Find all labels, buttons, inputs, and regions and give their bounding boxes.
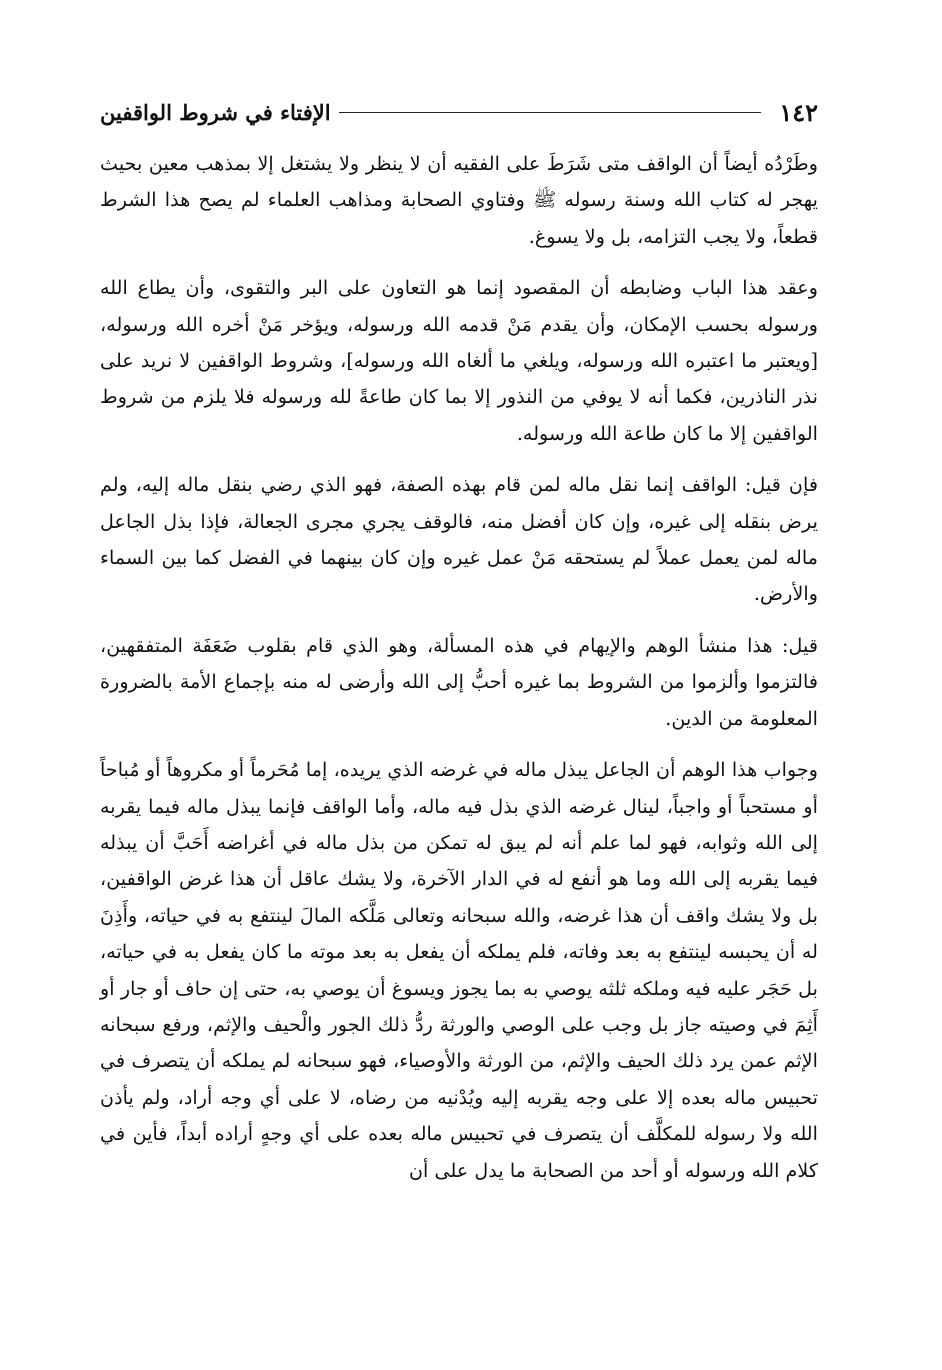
running-title: الإفتاء في شروط الواقفين — [100, 99, 331, 125]
paragraph: قيل: هذا منشأ الوهم والإيهام في هذه المسألة، وهو الذي قام بقلوب ضَعَفَة المتفقهين، فالتزموا وألزموا من الشروط بما غيره أحبُّ إلى الله وأرضى له منه بإجماع الأمة بالضرورة المعلومة من الدين. — [100, 633, 818, 730]
paragraph: وطَرْدُه أيضاً أن الواقف متى شَرَطَ على الفقيه أن لا ينظر ولا يشتغل إلا بمذهب معين بحيث يهجر له كتاب الله وسنة رسوله ﷺ وفتاوي الصحابة ومذاهب العلماء لم يصح هذا الشرط قطعاً، ولا يجب التزامه، بل ولا يسوغ. — [100, 152, 818, 248]
page-header — [100, 92, 818, 132]
page-number: ١٤٢ — [779, 97, 818, 127]
paragraph: وعقد هذا الباب وضابطه أن المقصود إنما هو التعاون على البر والتقوى، وأن يطاع الله ورسوله بحسب الإمكان، وأن يقدم مَنْ قدمه الله ورسوله، ويؤخر مَنْ أخره الله ورسوله، [ويعتبر ما اعتبره الله ورسوله، ويلغي ما ألغاه الله ورسوله]، وشروط الواقفين لا نريد على نذر الناذرين، فكما أنه لا يوفي من النذور إلا بما كان طاعةً لله ورسوله فلا يلزم من شروط الواقفين إلا ما كان طاعة الله ورسوله. — [100, 276, 818, 445]
paragraph: وجواب هذا الوهم أن الجاعل يبذل ماله في غرضه الذي يريده، إما مُحَرماً أو مكروهاً أو مُباحاً أو مستحباً أو واجباً، لينال غرضه الذي بذل فيه ماله، وأما الواقف فإنما يبذل ماله فيما يقربه إلى الله وثوابه، فهو لما علم أنه لم يبق له تمكن من بذل ماله في أغراضه أَحَبَّ أن يبذله فيما يقربه إلى الله وما هو أنفع له في الدار الآخرة، ولا يشك عاقل أن هذا غرض الواقفين، بل ولا يشك واقف أن هذا غرضه، والله سبحانه وتعالى مَلَّكه المالَ لينتفع به في حياته، وأَذِنَ له أن يحبسه لينتفع به بعد وفاته، فلم يملكه أن يفعل به بعد موته ما كان يفعل به في حياته، بل حَجَر عليه فيه وملكه ثلثه يوصي به بما يجوز ويسوغ أن يوصي به، حتى إن حاف أو جار أو أَثِمَ في وصيته جاز بل وجب على الوصي والورثة ردُّ ذلك الجور والْحيف والإثم، ورفع سبحانه الإثم عمن يرد ذلك الحيف والإثم، من الورثة والأوصياء، فهو سبحانه لم يملكه أن يتصرف في تحبيس ماله بعده إلا على وجه يقربه إليه ويُدْنيه من رضاه، لا على أي وجه أراد، ولم يأذن الله ولا رسوله للمكلَّف أن يتصرف في تحبيس ماله بعده على أي وجهٍ أراده أبداً، فأين في كلام الله ورسوله أو أحد من الصحابة ما يدل على أن — [100, 758, 818, 1182]
body-text — [100, 146, 818, 1189]
paragraph: فإن قيل: الواقف إنما نقل ماله لمن قام بهذه الصفة، فهو الذي رضي بنقل ماله إليه، ولم يرض بنقله إلى غيره، وإن كان أفضل منه، فالوقف يجري مجرى الجعالة، فإذا بذل الجاعل ماله لمن يعمل عملاً لم يستحقه مَنْ عمل غيره وإن كان بينهما في الفضل كما بين السماء والأرض. — [100, 473, 818, 606]
book-page — [100, 92, 818, 1204]
header-rule — [339, 112, 762, 113]
